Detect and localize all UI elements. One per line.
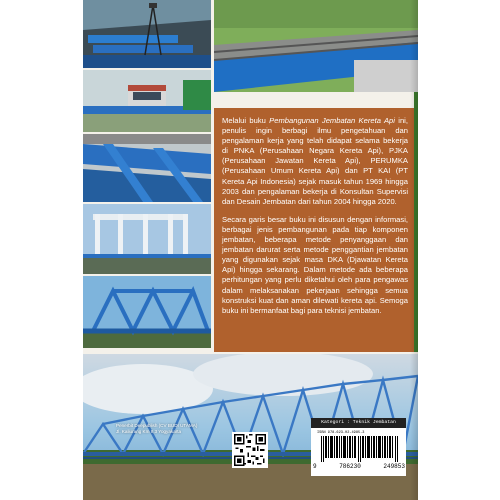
photo-rail-girder — [214, 0, 418, 92]
category-label: Kategori : Teknik Jembatan — [311, 418, 406, 428]
synopsis-paragraph-2: Secara garis besar buku ini disusun dengan informasi, berbagai jenis pembangunan pada tiap komponen jembatan, beberapa metode penyanggaan dan jembatan darurat serta metode penggantian jembatan yang digunakan sejak masa DKA (Djawatan Kereta Api) hingga sekarang. Dalam metode ada beberapa perhitungan yang perlu diketahui oleh para pengawas dalam melaksanakan pekerjaan sehingga semua konstruksi kuat dan aman dilewati kereta api. Semoga buku ini bermanfaat bagi para teknisi jembatan. — [222, 214, 408, 315]
photo-blue-truss — [83, 276, 211, 348]
photo-train-on-bridge — [83, 70, 211, 132]
isbn-barcode-box — [311, 418, 406, 476]
book-title-italic: Pembangunan Jembatan Kereta Api — [269, 116, 395, 125]
isbn-number-mid: 786230 — [339, 463, 361, 470]
isbn-text: ISBN 978-623-02-4985-3 — [317, 431, 365, 435]
synopsis-text-body: ini, penulis ingin berbagi ilmu pengetahuan dan pengalaman kerja yang telah didapat selama bekerja di PNKA (Perusahaan Negara Kereta Api), PJKA (Perusahaan Jawatan Kereta Api), PERUMKA (Perusahaan Umum Kereta Api) dan PT KAI (PT Kereta Api Indonesia) sejak masuk tahun 1969 hingga 2003 dan pengalaman bekerja di Konsultan Supervisi dan Desain Jembatan dari tahun 2004 hingga 2020. — [222, 116, 408, 206]
photo-steel-girders — [83, 134, 211, 202]
isbn-number-left: 9 — [313, 463, 317, 470]
photo-white-truss — [83, 204, 211, 274]
photo-bridge-deck — [83, 0, 211, 68]
book-back-cover — [83, 0, 418, 500]
publisher-info — [116, 423, 226, 434]
publisher-name: Penerbit Deepublish (CV BUDI UTAMA) — [116, 423, 198, 428]
isbn-numbers — [313, 463, 405, 470]
barcode — [321, 436, 401, 462]
synopsis-text-intro: Melalui buku — [222, 116, 270, 125]
synopsis-box — [214, 108, 414, 352]
spine-shadow — [410, 0, 418, 500]
publisher-address: Jl. Kaliurang Km 9,3 Yogyakarta — [116, 428, 182, 434]
isbn-number-right: 249853 — [383, 463, 405, 470]
qr-code — [232, 432, 268, 468]
synopsis-paragraph-1 — [222, 116, 408, 207]
